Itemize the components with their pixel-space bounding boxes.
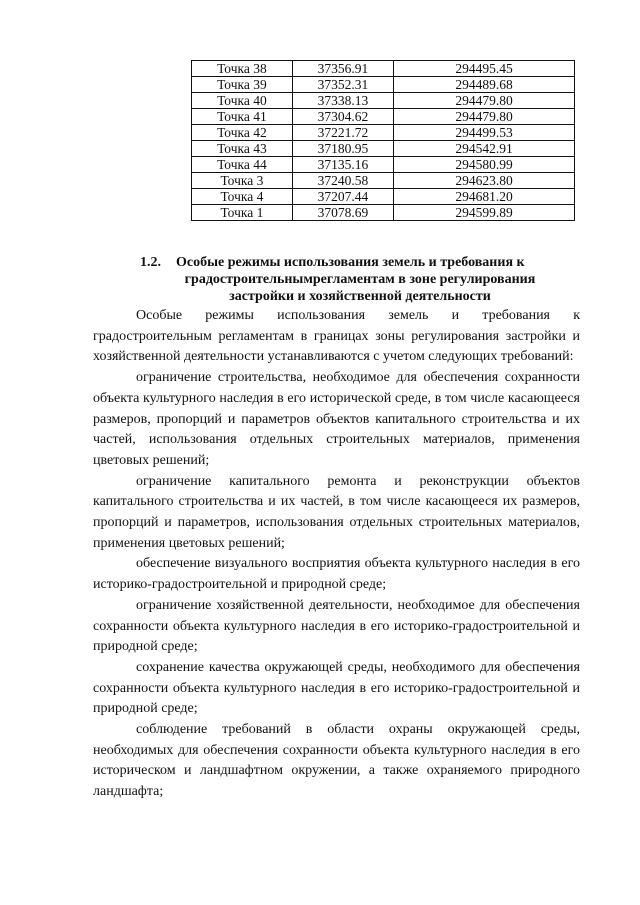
y-coordinate-cell: 294495.45: [394, 61, 575, 77]
paragraph-economic-limits: ограничение хозяйственной деятельности, необходимое для обеспечения сохранности объекта культурного наследия в его историко-градостроительной и природной среде;: [93, 597, 580, 655]
paragraph-environment-protection: соблюдение требований в области охраны окружающей среды, необходимых для обеспечения сохранности объекта культурного наследия в его историческом и ландшафтном окружении, а также охраняемого природного ландшафта;: [93, 722, 580, 800]
point-name-cell: Точка 43: [192, 141, 293, 157]
x-coordinate-cell: 37180.95: [292, 141, 393, 157]
point-name-cell: Точка 38: [192, 61, 293, 77]
table-row: [192, 205, 575, 221]
table-row: [192, 141, 575, 157]
y-coordinate-cell: 294580.99: [394, 157, 575, 173]
paragraph-repair-limits: ограничение капитального ремонта и реконструкции объектов капитального строительства и их частей, в том числе касающееся их размеров, пропорций и параметров, использования отдельных строительных материалов, применения цветовых решений;: [93, 473, 580, 551]
table-row: [192, 61, 575, 77]
coordinates-table-body: [192, 61, 575, 221]
paragraph-visual-perception: обеспечение визуального восприятия объекта культурного наследия в его историко-градостроительной и природной среде;: [93, 556, 580, 593]
point-name-cell: Точка 44: [192, 157, 293, 173]
x-coordinate-cell: 37207.44: [292, 189, 393, 205]
x-coordinate-cell: 37135.16: [292, 157, 393, 173]
table-row: [192, 77, 575, 93]
point-name-cell: Точка 1: [192, 205, 293, 221]
paragraph-construction-limits: ограничение строительства, необходимое для обеспечения сохранности объекта культурного наследия в его исторической среде, в том числе касающееся размеров, пропорций и параметров объектов капитального строительства и их частей, использования отдельных строительных материалов, применения цветовых решений;: [93, 370, 580, 468]
y-coordinate-cell: 294499.53: [394, 125, 575, 141]
table-row: [192, 157, 575, 173]
y-coordinate-cell: 294681.20: [394, 189, 575, 205]
y-coordinate-cell: 294599.89: [394, 205, 575, 221]
point-name-cell: Точка 40: [192, 93, 293, 109]
table-row: [192, 125, 575, 141]
y-coordinate-cell: 294623.80: [394, 173, 575, 189]
x-coordinate-cell: 37338.13: [292, 93, 393, 109]
point-name-cell: Точка 39: [192, 77, 293, 93]
section-title-line-1: Особые режимы использования земель и требования к: [176, 255, 525, 270]
point-name-cell: Точка 3: [192, 173, 293, 189]
x-coordinate-cell: 37356.91: [292, 61, 393, 77]
y-coordinate-cell: 294479.80: [394, 93, 575, 109]
section-title-line-2: градостроительнымрегламентам в зоне регулирования: [184, 272, 536, 287]
coordinates-table: [191, 60, 575, 221]
table-row: [192, 189, 575, 205]
x-coordinate-cell: 37352.31: [292, 77, 393, 93]
paragraph-environment-quality: сохранение качества окружающей среды, необходимого для обеспечения сохранности объекта культурного наследия в его историко-градостроительной и природной среде;: [93, 659, 580, 717]
y-coordinate-cell: 294542.91: [394, 141, 575, 157]
table-row: [192, 109, 575, 125]
section-heading: [140, 254, 580, 305]
section-number: 1.2.: [140, 255, 161, 270]
paragraph-intro: Особые режимы использования земель и требования к градостроительным регламентам в границах зоны регулирования застройки и хозяйственной деятельности устанавливаются с учетом следующих требований:: [93, 308, 580, 365]
point-name-cell: Точка 41: [192, 109, 293, 125]
table-row: [192, 173, 575, 189]
x-coordinate-cell: 37240.58: [292, 173, 393, 189]
point-name-cell: Точка 4: [192, 189, 293, 205]
x-coordinate-cell: 37304.62: [292, 109, 393, 125]
x-coordinate-cell: 37221.72: [292, 125, 393, 141]
y-coordinate-cell: 294479.80: [394, 109, 575, 125]
body-text: [93, 306, 580, 803]
x-coordinate-cell: 37078.69: [292, 205, 393, 221]
y-coordinate-cell: 294489.68: [394, 77, 575, 93]
point-name-cell: Точка 42: [192, 125, 293, 141]
section-title-line-3: застройки и хозяйственной деятельности: [229, 289, 491, 304]
table-row: [192, 93, 575, 109]
